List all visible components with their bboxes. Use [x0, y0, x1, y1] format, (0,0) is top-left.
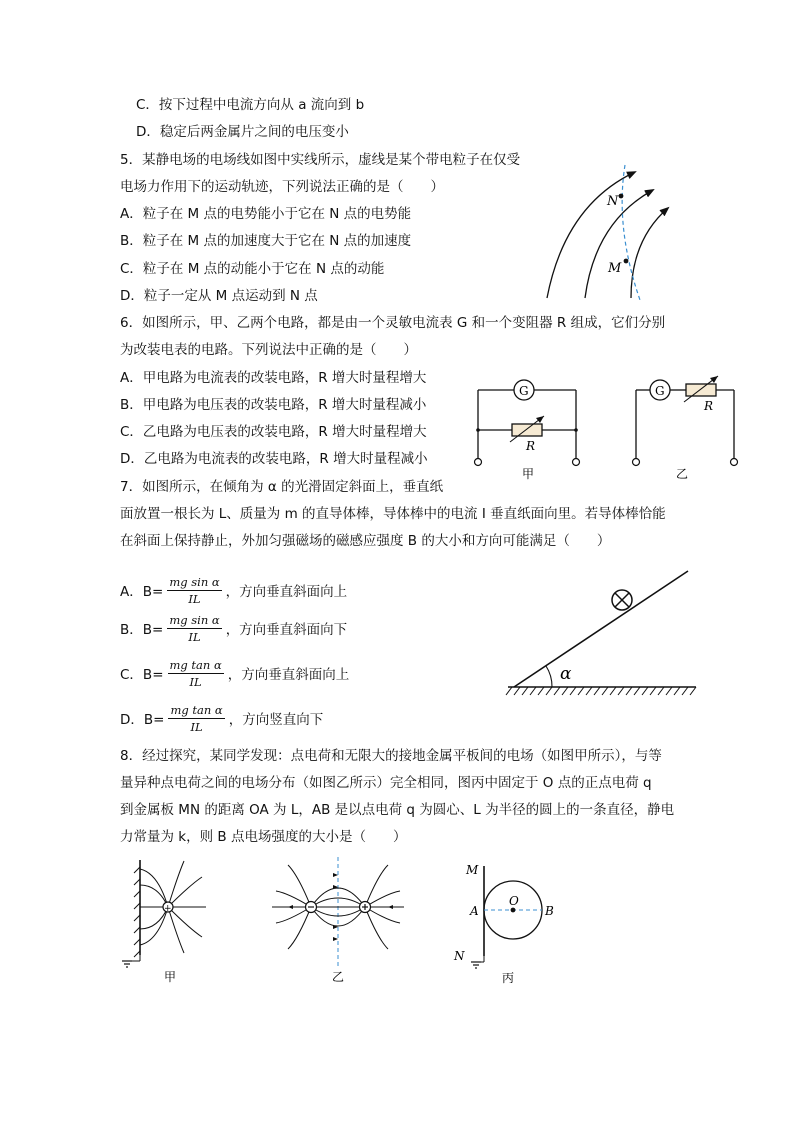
rheostat-icon: [512, 424, 542, 436]
q7-stem-line3: 在斜面上保持静止，外加匀强磁场的磁感应强度 B 的大小和方向可能满足（ ）: [120, 533, 611, 549]
q7-option-b: B．B= $\frac{\text{mg sin α}}{IL}$ ，方向垂直斜面向下: [120, 612, 348, 644]
q5-option-b: B．粒子在 M 点的加速度大于它在 N 点的加速度: [120, 233, 412, 249]
galvanometer-label: G: [519, 384, 529, 398]
q5-field-figure: [535, 150, 685, 305]
label-a: A: [470, 904, 479, 918]
q8-stem-line1: 8．经过探究，某同学发现：点电荷和无限大的接地金属平板间的电场（如图甲所示），与等: [120, 748, 662, 764]
q7-option-d: D．B= $\frac{\text{mg tan α}}{IL}$ ，方向竖直向下: [120, 702, 324, 734]
q6-circuit-jia: [470, 370, 590, 482]
q8-stem-line3: 到金属板 MN 的距离 OA 为 L，AB 是以点电荷 q 为圆心、L 为半径的圆上的一条直径，静电: [120, 802, 675, 818]
q4-option-d: D．稳定后两金属片之间的电压变小: [136, 124, 349, 140]
q5-option-d: D．粒子一定从 M 点运动到 N 点: [120, 288, 318, 304]
q8-stem-line2: 量异种点电荷之间的电场分布（如图乙所示）完全相同，图丙中固定于 O 点的正点电荷 q: [120, 775, 652, 791]
field-line-2: [585, 190, 653, 298]
q6-option-a: A．甲电路为电流表的改装电路，R 增大时量程增大: [120, 370, 427, 386]
label-m: M: [466, 863, 479, 877]
label-o: O: [509, 894, 519, 908]
q6-stem-line2: 为改装电表的电路。下列说法中正确的是（ ）: [120, 342, 417, 358]
caption-bing: 丙: [502, 971, 515, 985]
q5-stem-line2: 电场力作用下的运动轨迹，下列说法正确的是（ ）: [120, 179, 444, 195]
label-n: N: [454, 949, 465, 963]
q8-figure-jia: [118, 855, 218, 985]
q6-stem-line1: 6．如图所示，甲、乙两个电路，都是由一个灵敏电流表 G 和一个变阻器 R 组成，它们分别: [120, 315, 666, 331]
field-line-3: [631, 208, 668, 298]
svg-text:+: +: [164, 904, 172, 914]
q7-option-a: A．B= $\frac{\text{mg sin α}}{IL}$ ，方向垂直斜面向上: [120, 574, 348, 606]
q7-option-c: C．B= $\frac{\text{mg tan α}}{IL}$ ，方向垂直斜面向上: [120, 657, 350, 689]
q5-stem-line1: 5．某静电场的电场线如图中实线所示，虚线是某个带电粒子在仅受: [120, 152, 521, 168]
q7-stem-line1: 7．如图所示，在倾角为 α 的光滑固定斜面上，垂直纸: [120, 479, 444, 495]
trajectory-dashed: [622, 165, 640, 300]
point-charge-o: [511, 908, 516, 913]
q7-incline-figure: [500, 565, 700, 700]
q5-option-c: C．粒子在 M 点的动能小于它在 N 点的动能: [120, 261, 385, 277]
q6-option-b: B．甲电路为电压表的改装电路，R 增大时量程减小: [120, 397, 427, 413]
angle-alpha-label: α: [560, 664, 572, 684]
q6-circuit-yi: [628, 370, 743, 482]
caption-jia: 甲: [164, 970, 177, 984]
rheostat-label: R: [526, 439, 536, 453]
field-line-1: [547, 172, 635, 298]
point-m-label: M: [608, 261, 622, 276]
point-n-dot: [619, 194, 624, 199]
rheostat-icon: [686, 384, 716, 396]
q8-figure-yi: [268, 855, 408, 985]
label-b: B: [545, 904, 554, 918]
current-into-page-icon: [612, 590, 632, 610]
caption-yi: 乙: [676, 467, 689, 481]
q4-option-c: C．按下过程中电流方向从 a 流向到 b: [136, 97, 365, 113]
q6-option-d: D．乙电路为电流表的改装电路，R 增大时量程减小: [120, 451, 428, 467]
point-n-label: N: [607, 194, 619, 209]
caption-yi: 乙: [332, 970, 345, 984]
q5-option-a: A．粒子在 M 点的电势能小于它在 N 点的电势能: [120, 206, 412, 222]
q7-stem-line2: 面放置一根长为 L、质量为 m 的直导体棒，导体棒中的电流 I 垂直纸面向里。若导体棒恰能: [120, 506, 666, 522]
q8-stem-line4: 力常量为 k，则 B 点电场强度的大小是（ ）: [120, 829, 407, 845]
galvanometer-label: G: [655, 384, 665, 398]
q6-option-c: C．乙电路为电压表的改装电路，R 增大时量程增大: [120, 424, 427, 440]
caption-jia: 甲: [522, 467, 535, 481]
rheostat-label: R: [704, 399, 714, 413]
q8-figure-bing: [452, 858, 572, 986]
point-m-dot: [624, 259, 629, 264]
incline-surface: [514, 571, 688, 687]
